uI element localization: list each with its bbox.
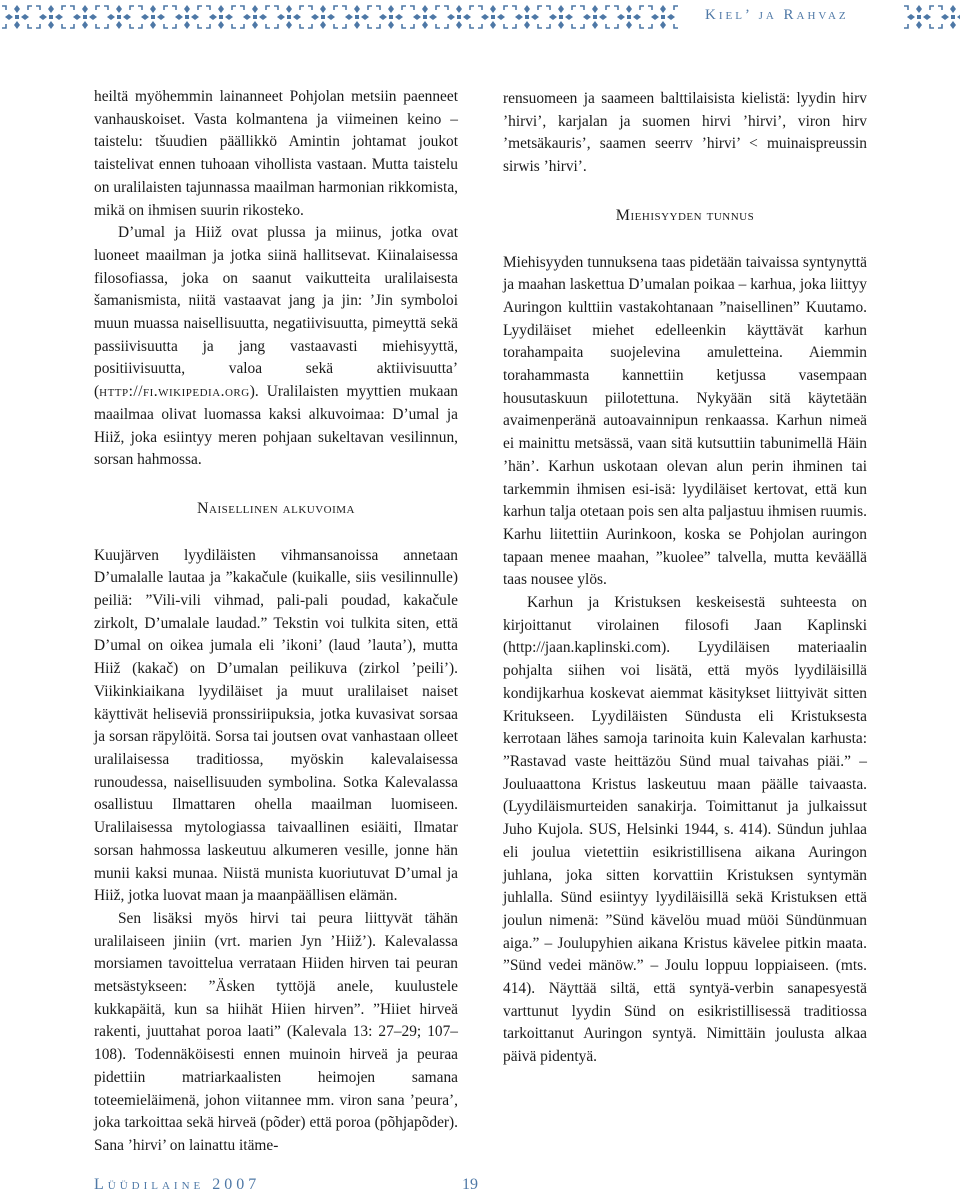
paragraph: heiltä myöhemmin lainanneet Pohjolan metsiin paenneet vanhauskoiset. Vasta kolmantena ja viimeinen keino – taistelu: tšuudien päällikkö Amintin johtamat joukot taistelivat ennen tuhoaan vihollista vastaan. Mutta taistelu on uralilaisten tajunnassa maailman harmonian rikkomista, mikä on ihmisen suurin rikosteko. — [94, 88, 458, 219]
paragraph-text: ). Uralilaisten myyttien mukaan maailmaa olivat luomassa kaksi alkuvoimaa: D’umal ja Hiiž, joka esiintyy meren pohjaan sukeltavan vesilinnun, sorsan hahmossa. — [94, 383, 458, 469]
ornament-border-icon — [0, 2, 680, 32]
wikipedia-link[interactable]: http://fi.wikipedia.org — [99, 383, 250, 401]
right-column — [503, 88, 867, 1069]
section-heading: Miehisyyden tunnus — [615, 206, 755, 224]
paragraph: Sen lisäksi myös hirvi tai peura liittyvät tähän uralilaiseen jiniin (vrt. marien Jyn ’Hiiž’). Kalevalassa morsiamen tavoittelua verrataan Hiiden hirven tai peuran metsästykseen: ”Äsken tyttöjä anele, kuulustele kukkapäitä, kun sa hiihät Hiien hirven”. ”Hiiet hirveä rakenti, juuttahat poroa laati” (Kalevala 13: 27–29; 107–108). Todennäköisesti ennen muinoin hirveä ja peuraa pidettiin matriarkaalisten heimojen samana toteemieläimenä, johon viitannee mm. viron sana ’peura’, joka tarkoittaa sekä hirveä (põder) että poroa (põhjapõder). Sana ’hirvi’ on lainattu itäme- — [94, 909, 458, 1154]
paragraph: Kuujärven lyydiläisten vihmansanoissa annetaan D’umalalle lautaa ja ”kakačule (kuikalle, siis vesilinnulle) peiliä: ”Vili-vili vihmad, pali-pali poudad, kakačule zirkolt, D’umalale laudad.” Tekstin voi tulkita siten, että D’umal on oikea jumala eli ’ikoni’ (laud ’lauta’), mutta Hiiž (kakač) on D’umalan peilikuva (zirkol ’peili’). Viikinkiaikana lyydiläiset ja muut uralilaiset naiset käyttivät heliseviä pronssiriipuksia, jotka kuvasivat sorsaa ja sorsan räpylöitä. Sorsa tai joutsen ovat vanhastaan olleet uralilaisessa traditiossa, myöskin kalevalaisessa runoudessa, naisellisuuden symbolina. Sotka Kalevalassa osallistuu Ilmattaren ohella maailman luomiseen. Uralilaisessa mytologiassa taivaallinen esiäiti, Ilmatar sorsan hahmossa laskeutuu alkumeren vesille, jonne hän munii kaksi munaa. Niistä munista kuoriutuvat D’umal ja Hiiž, jotka luovat maan ja maanpäällisen elämän. — [94, 546, 458, 905]
header-band — [0, 0, 960, 34]
paragraph — [94, 222, 458, 472]
paragraph: Miehisyyden tunnuksena taas pidetään taivaissa syntynyttä ja maahan laskettua D’umalan poikaa – karhua, joka liittyy Auringon kulttiin vastakohtanaan ”naisellinen” Kuutamo. Lyydiläiset miehet edelleenkin käyttävät karhun torahampaita suojelevina amuletteina. Aiemmin torahammasta kannettiin ketjussa vasempaan housutaskuun piilotettuna. Nykyään sitä käytetään avaimenperänä autoavainnipun renkaassa. Karhun nimeä ei mainittu metsässä, vaan sitä kutsuttiin tabunimellä Häin ’hän’. Karhun uskotaan olevan alun perin ihminen tai tarkemmin ihmisen esi-isä: lyydiläiset kertovat, että kun karhun talja otetaan pois sen alta paljastuu ihmisen ruumis. Karhu liitettiin Aurinkoon, koska se Pohjolan auringon tapaan menee maahan, ”kuolee” talvella, mutta keväällä taas nousee ylös. — [503, 253, 867, 589]
journal-title: Kiel’ ja Rahvaz — [705, 7, 849, 23]
paragraph: rensuomeen ja saameen balttilaisista kielistä: lyydin hirv ’hirvi’, karjalan ja suomen hirvi ’hirvi’, viron hirv ’metsäkauris’, saamen seerrv ’hirvi’ < muinaispreussin sirwis ’hirvi’. — [503, 90, 867, 176]
left-column — [94, 86, 458, 1158]
page-footer — [0, 1168, 960, 1200]
paragraph: Karhun ja Kristuksen keskeisestä suhteesta on kirjoittanut virolainen filosofi Jaan Kaplinski (http://jaan.kaplinski.com). Lyydiläisen materiaalin pohjalta siihen voi lisätä, että myös lyydiläisillä kondijkarhua koskevat aiemmat käsitykset liittyivät sitten Kritukseen. Lyydiläisten Sündusta eli Kristuksesta kerrotaan lähes samoja tarinoita kuin Kalevalan karhusta: ”Rastavad vaste heittäzöu Sünd mual taivahas piäi.” – Jouluaattona Kristus laskeutuu maan päälle taivaasta. (Lyydiläismurteiden sanakirja. Toimittanut ja julkaissut Juho Kujola. SUS, Helsinki 1944, s. 414). Sündun juhlaa eli joulua vietettiin esikristillisena aikana Auringon juhlana, joka sitten korvattiin Kristuksen syntymän juhlalla. Sünd esiintyy lyydiläisillä sekä Kristuksen että joulun nimenä: ”Sünd kävelöu muad müöi Sündünmuan aiga.” – Joulupyhien aikana Kristus kävelee pitkin maata. ”Sünd vedei mänöw.” – Joulu loppuu loppiaiseen. (mts. 414). Näyttää siltä, että syntyä-verbin sanapesyestä varttunut lyydin Sünd on esikristillisessä traditiossa tarkoittanut Auringon syntyä. Nimittäin joulusta alkaa päivä pidentyä. — [503, 594, 867, 1066]
paragraph-text: D’umal ja Hiiž ovat plussa ja miinus, jotka ovat luoneet maailman ja jotka siinä hallitsevat. Kiinalaisessa filosofiassa, joka on saanut vaikutteita uralilaisesta šamanismista, niitä vastaavat jang ja jin: ’Jin symboloi muun muassa naisellisuutta, negatiivisuutta, pimeyttä sekä passiivisuutta ja jang vastaavasti miehisyyttä, positiivisuutta, valoa sekä aktiivisuutta’ ( — [94, 224, 458, 401]
page-number: 19 — [462, 1176, 478, 1193]
publication-name: Lüüdilaine 2007 — [94, 1176, 261, 1193]
ornament-corner-icon — [902, 2, 960, 32]
section-heading: Naisellinen alkuvoima — [196, 499, 356, 517]
